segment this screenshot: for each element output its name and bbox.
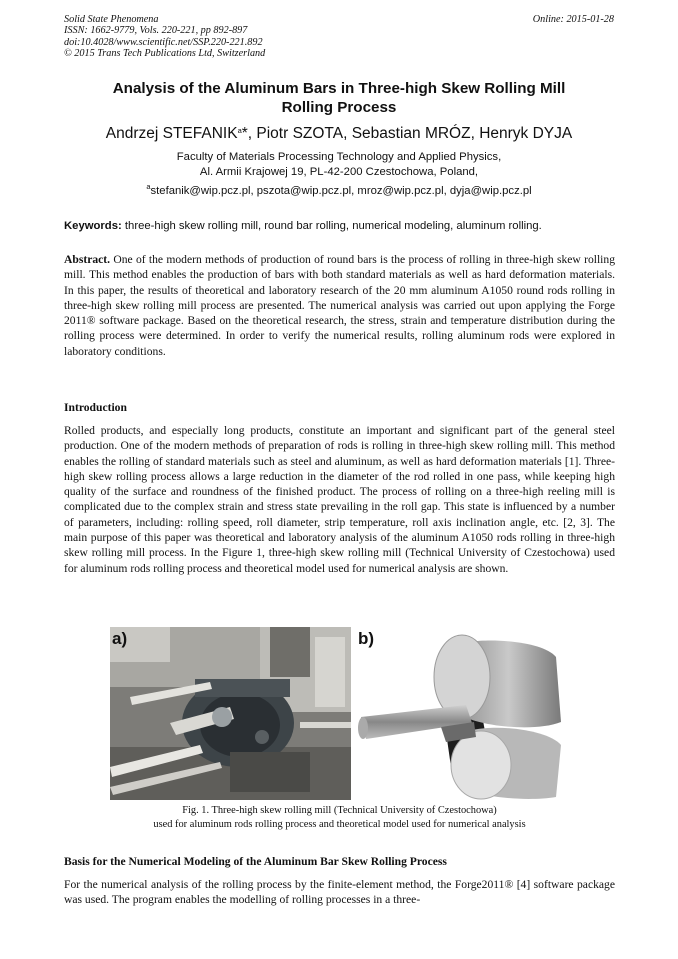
introduction-text: Rolled products, and especially long products, constitute an important and significant part of the general steel production. One of the modern methods of preparation of rods is rolling in three-high skew rolling mill. This method enables the rolling of standard materials such as steel and aluminum, as well as hard deformation materials [1]. Three-high skew rolling process allows a large reduction in the diameter of the rod rolled in one pass, while keeping high quality of the surface and roundness of the finished product. The process of rolling on a three-high reeling mill is complicated due to the complex strain and stress state prevailing in the roll gap. This state is influenced by a number of parameters, including: rolling speed, roll diameter, strip temperature, roll axis inclination angle, etc. [2, 3]. The main purpose of this paper was theoretical and laboratory analysis of the aluminum A1050 rods rolling in three-high skew rolling mill process. In the Figure 1, three-high skew rolling mill (Technical University of Czestochowa) used for aluminum rods rolling process and theoretical model used for numerical analysis are shown. — [64, 424, 615, 575]
abstract — [64, 252, 615, 359]
online-date: Online: 2015-01-28 — [532, 14, 614, 25]
affiliation-line-2: Al. Armii Krajowej 19, PL-42-200 Czestochowa, Poland, — [199, 166, 479, 178]
keywords-label: Keywords: — [64, 220, 122, 232]
figure-1b-model — [356, 627, 569, 800]
rolling-model-render — [356, 627, 569, 800]
keywords — [64, 219, 616, 234]
rolling-mill-photo — [110, 627, 351, 800]
author-list — [64, 124, 614, 143]
copyright-line: © 2015 Trans Tech Publications Ltd, Switzerland — [64, 48, 266, 60]
figure-1b-label: b) — [358, 629, 375, 648]
journal-name: Solid State Phenomena — [64, 14, 159, 25]
caption-line-1: Fig. 1. Three-high skew rolling mill (Technical University of Czestochowa) — [182, 805, 497, 816]
figure-1a-photo — [110, 627, 351, 800]
author-1-name: Andrzej STEFANIK — [105, 125, 238, 142]
other-authors: , Piotr SZOTA, Sebastian MRÓZ, Henryk DYJA — [247, 125, 573, 142]
email-list: stefanik@wip.pcz.pl, pszota@wip.pcz.pl, mroz@wip.pcz.pl, dyja@wip.pcz.pl — [150, 185, 532, 197]
author-1-affil-mark: a — [237, 126, 242, 135]
keywords-text: three-high skew rolling mill, round bar rolling, numerical modeling, aluminum rolling. — [121, 220, 542, 232]
issn-line: ISSN: 1662-9779, Vols. 220-221, pp 892-897 — [64, 25, 248, 37]
abstract-label: Abstract. — [64, 253, 111, 266]
affiliation-line-1: Faculty of Materials Processing Technology and Applied Physics, — [176, 151, 502, 163]
caption-line-2: used for aluminum rods rolling process and theoretical model used for numerical analysis — [153, 819, 526, 830]
title-line-1: Analysis of the Aluminum Bars in Three-high Skew Rolling Mill — [112, 80, 566, 97]
author-emails — [64, 184, 614, 199]
journal-header — [64, 14, 616, 60]
figure-1a-label: a) — [112, 629, 128, 648]
doi-line: doi:10.4028/www.scientific.net/SSP.220-221.892 — [64, 36, 263, 48]
corresponding-mark: * — [241, 125, 248, 142]
figure-1-caption — [64, 804, 615, 832]
basis-heading: Basis for the Numerical Modeling of the Aluminum Bar Skew Rolling Process — [64, 855, 447, 868]
abstract-text: One of the modern methods of production of round bars is the process of rolling in three-high skew rolling mill. This method enables the production of bars with both standard materials as well as hard deformation materials. In this paper, the results of theoretical and laboratory research of the 20 mm aluminum A1050 round rods rolling in three-high skew rolling mill process are presented. The numerical analysis was carried out upon applying the Forge 2011® software package. Based on the theoretical research, the stress, strain and temperature distribution during the rolling process were determined. In order to verify the numerical results, rolling aluminum rods were explored in laboratory conditions. — [64, 253, 615, 358]
paper-title — [64, 79, 614, 117]
introduction-heading: Introduction — [64, 401, 127, 414]
basis-text: For the numerical analysis of the rolling process by the finite-element method, the Forge2011® [4] software package was used. The program enables the modelling of rolling processes in a three- — [64, 878, 615, 907]
affiliation — [64, 150, 614, 180]
email-affil-mark: a — [146, 182, 151, 191]
title-line-2: Rolling Process — [281, 99, 397, 116]
